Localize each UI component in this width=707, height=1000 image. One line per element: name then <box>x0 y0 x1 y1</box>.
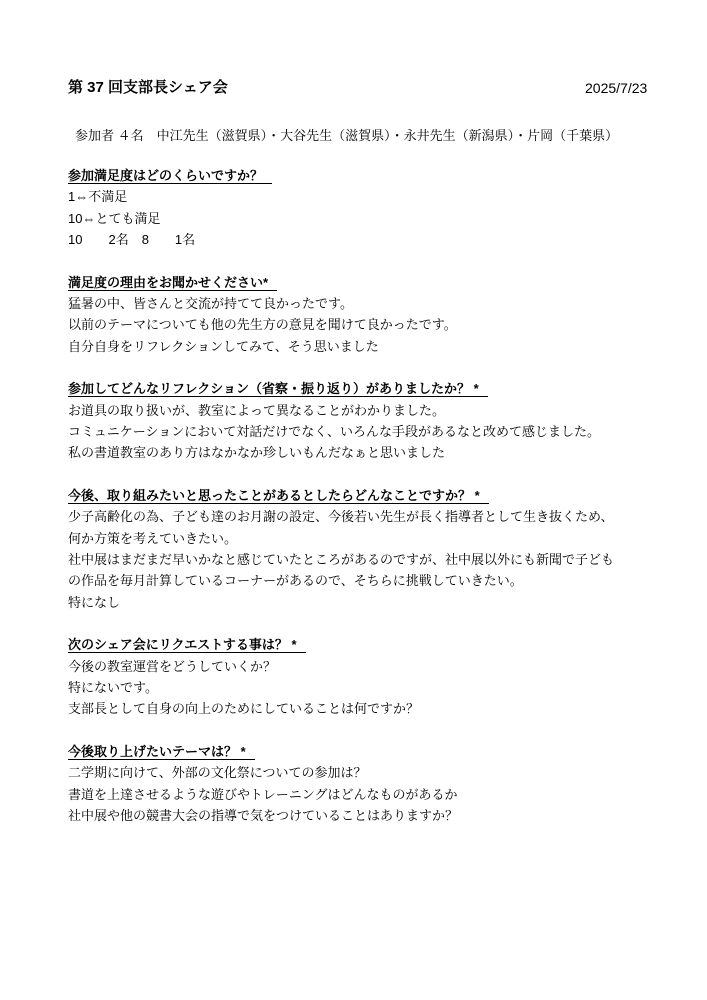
answer-line: 10 2名 8 1名 <box>68 231 196 247</box>
survey-section <box>68 272 688 357</box>
answer-line: コミュニケーションにおいて対話だけでなく、いろんな手段があるなと改めて感じました。 <box>68 423 600 439</box>
answer-line: 今後の教室運営をどうしていくか？ <box>68 658 277 674</box>
answer-line: 二学期に向けて、外部の文化祭についての参加は？ <box>68 765 367 781</box>
survey-section <box>68 378 688 463</box>
question-heading: 今後、取り組みたいと思ったことがあるとしたらどんなことですか？ * <box>68 488 489 504</box>
question-heading: 今後取り上げたいテーマは？ * <box>68 744 255 760</box>
survey-section <box>68 485 688 613</box>
answer-line: 私の書道教室のあり方はなかなか珍しいもんだなぁと思いました <box>68 445 446 461</box>
question-line <box>68 485 688 506</box>
answer-line: 特になし <box>68 594 121 610</box>
question-line <box>68 378 688 399</box>
answer-line: 10⇔とても満足 <box>68 210 161 226</box>
question-line <box>68 272 688 293</box>
question-heading: 参加してどんなリフレクション（省察・振り返り）がありましたか？ * <box>68 381 488 397</box>
answer-line: 自分自身をリフレクションしてみて、そう思いました <box>68 338 379 354</box>
answer-line: 特にないです。 <box>68 679 158 695</box>
survey-sections <box>68 165 688 848</box>
question-heading: 参加満足度はどのくらいですか？ <box>68 168 272 184</box>
answer-line: 書道を上達させるような遊びやトレーニングはどんなものがあるか <box>68 786 458 802</box>
participants-line: 参加者 ４名 中江先生（滋賀県）・大谷先生（滋賀県）・永井先生（新潟県）・片岡（千葉県） <box>75 128 619 143</box>
survey-section <box>68 165 688 250</box>
answer-line: 支部長として自身の向上のためにしていることは何ですか？ <box>68 701 420 717</box>
answer-line: 社中展はまだまだ早いかなと感じていたところがあるのですが、社中展以外にも新聞で子ども <box>68 551 615 567</box>
answer-line: 少子高齢化の為、子ども達のお月謝の設定、今後若い先生が長く指導者として生き抜くため、 <box>68 509 614 525</box>
answer-line: 社中展や他の競書大会の指導で気をつけていることはありますか？ <box>68 807 459 823</box>
answer-line: 1⇔不満足 <box>68 189 128 205</box>
question-heading: 満足度の理由をお聞かせください* <box>68 275 277 291</box>
survey-section <box>68 741 688 826</box>
survey-section <box>68 634 688 719</box>
question-line <box>68 634 688 655</box>
document-title: 第 37 回支部長シェア会 <box>68 79 228 96</box>
answer-line: の作品を毎月計算しているコーナーがあるので、そちらに挑戦していきたい。 <box>68 573 523 589</box>
question-line <box>68 165 688 186</box>
question-heading: 次のシェア会にリクエストする事は？ * <box>68 637 306 653</box>
question-line <box>68 741 688 762</box>
answer-line: お道具の取り扱いが、教室によって異なることがわかりました。 <box>68 402 446 418</box>
answer-line: 猛暑の中、皆さんと交流が持てて良かったです。 <box>68 295 353 311</box>
answer-line: 以前のテーマについても他の先生方の意見を聞けて良かったです。 <box>68 317 457 333</box>
answer-line: 何か方策を考えていきたい。 <box>68 530 238 546</box>
document-date: 2025/7/23 <box>585 80 648 96</box>
